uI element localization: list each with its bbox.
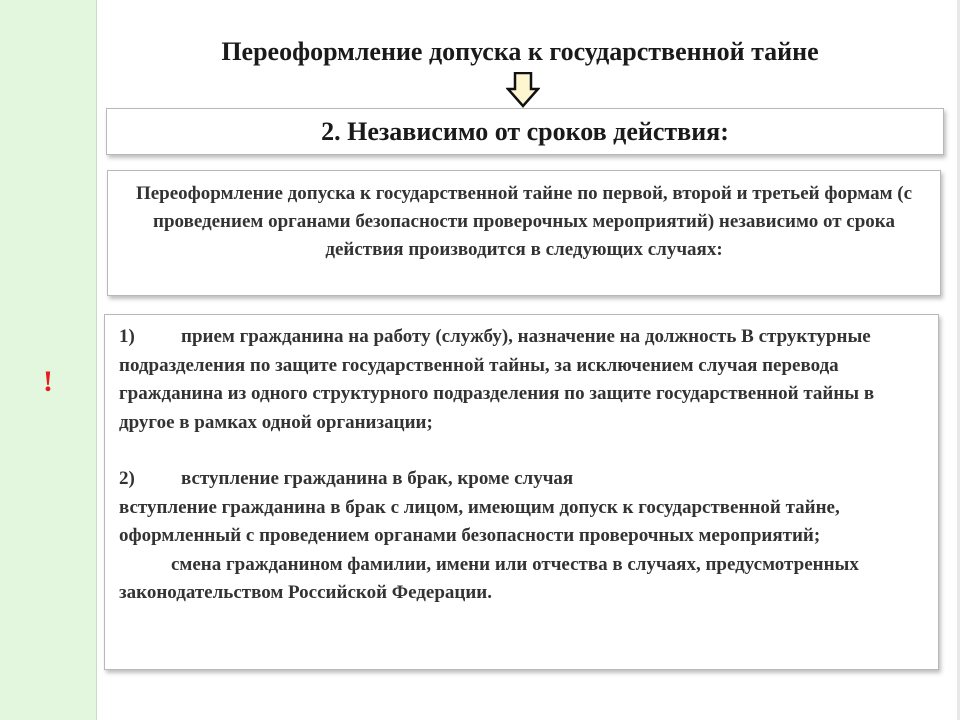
item-number: 2) [119,468,135,489]
item-text-extra [119,551,924,608]
item-text-continuation: вступление гражданина в брак с лицом, имеющим допуск к государственной тайне, оформленный с проведением органами безопасности проверочных мероприятий; [119,496,840,546]
item-text: прием гражданина на работу (службу), назначение на должность В структурные подразделения по защите государственной тайны, за исключением случая перевода гражданина из одного структурного подразделения по защите государственной тайны в другое в рамках одной организации; [119,326,875,433]
intro-box [107,170,941,296]
left-sidebar [0,0,97,720]
section-heading-box [106,108,944,155]
list-item [119,323,924,437]
page-title: Переоформление допуска к государственной тайне [221,37,819,66]
section-heading: 2. Независимо от сроков действия: [321,117,729,146]
item-number: 1) [119,326,135,347]
item-text: вступление гражданина в брак, кроме случая [181,468,574,489]
down-arrow-icon [506,72,540,108]
intro-text: Переоформление допуска к государственной тайне по первой, второй и третьей формам (с проведением органами безопасности проверочных мероприятий) независимо от срока действия производится в следующих случаях: [135,183,913,260]
exclamation-mark: ! [43,365,53,398]
item-text-extra-content: смена гражданином фамилии, имени или отчества в случаях, предусмотренных законодательством Российской Федерации. [119,553,859,603]
items-box [104,314,939,670]
list-item [119,465,924,494]
